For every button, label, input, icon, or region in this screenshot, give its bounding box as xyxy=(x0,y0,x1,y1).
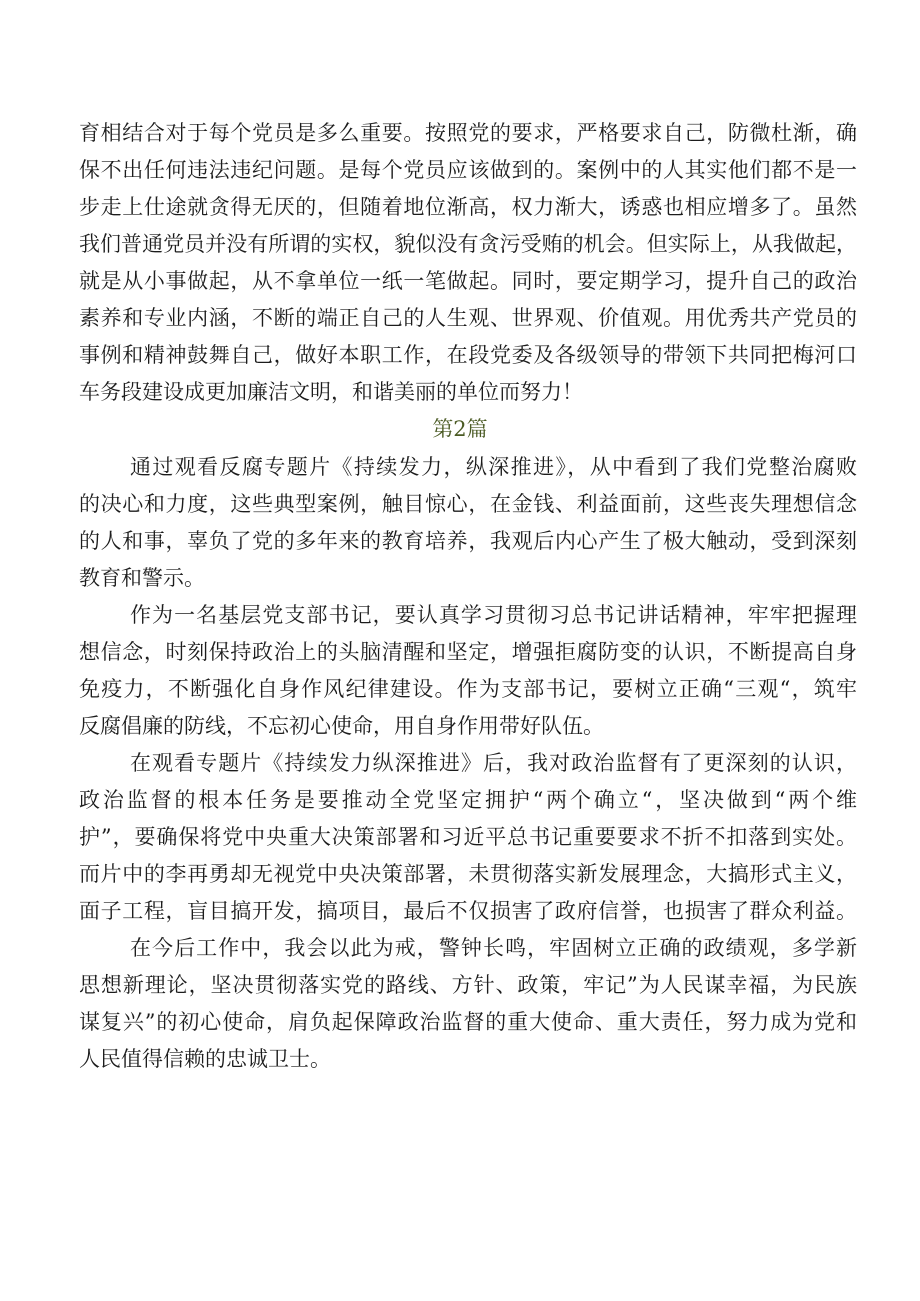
paragraph-line: 人民值得信赖的忠诚卫士。 xyxy=(79,1047,331,1071)
paragraph-line: 面子工程，盲目搞开发，搞项目，最后不仅损害了政府信誉，也损害了群众利益。 xyxy=(79,899,857,923)
paragraph-line: 作为一名基层党支部书记，要认真学习贯彻习总书记讲话精神，牢牢把握理 xyxy=(130,603,857,627)
paragraph-line: 而片中的李再勇却无视党中央决策部署，未贯彻落实新发展理念，大搞形式主义， xyxy=(79,862,857,886)
continuation-line: 事例和精神鼓舞自己，做好本职工作，在段党委及各级领导的带领下共同把梅河口 xyxy=(79,343,857,367)
paragraph-line: 思想新理论，坚决贯彻落实党的路线、方针、政策，牢记”为人民谋幸福，为民族 xyxy=(79,973,857,997)
continuation-line: 步走上仕途就贪得无厌的，但随着地位渐高，权力渐大，诱惑也相应增多了。虽然 xyxy=(79,195,857,219)
continuation-line: 就是从小事做起，从不拿单位一纸一笔做起。同时，要定期学习，提升自己的政治 xyxy=(79,269,857,293)
paragraph-line: 护”，要确保将党中央重大决策部署和习近平总书记重要要求不折不扣落到实处。 xyxy=(79,825,857,849)
paragraph-line: 的人和事，辜负了党的多年来的教育培养，我观后内心产生了极大触动，受到深刻 xyxy=(79,529,857,553)
continuation-line: 素养和专业内涵，不断的端正自己的人生观、世界观、价值观。用优秀共产党员的 xyxy=(79,306,857,330)
paragraph-line: 谋复兴”的初心使命，肩负起保障政治监督的重大使命、重大责任，努力成为党和 xyxy=(79,1010,857,1034)
continuation-line: 我们普通党员并没有所谓的实权，貌似没有贪污受贿的机会。但实际上，从我做起， xyxy=(79,232,857,256)
paragraph-line: 通过观看反腐专题片《持续发力，纵深推进》，从中看到了我们党整治腐败 xyxy=(130,455,857,479)
paragraph-line: 的决心和力度，这些典型案例，触目惊心，在金钱、利益面前，这些丧失理想信念 xyxy=(79,492,857,516)
continuation-line: 保不出任何违法违纪问题。是每个党员应该做到的。案例中的人其实他们都不是一 xyxy=(79,158,857,182)
continuation-line: 育相结合对于每个党员是多么重要。按照党的要求，严格要求自己，防微杜渐，确 xyxy=(79,121,857,145)
paragraph-line: 政治监督的根本任务是要推动全党坚定拥护“两个确立“，坚决做到“两个维 xyxy=(79,788,857,812)
paragraph-line: 免疫力，不断强化自身作风纪律建设。作为支部书记，要树立正确“三观“，筑牢 xyxy=(79,677,857,701)
paragraph-line: 反腐倡廉的防线，不忘初心使命，用自身作用带好队伍。 xyxy=(79,714,604,738)
section-heading: 第2篇 xyxy=(432,417,488,441)
paragraph-line: 在观看专题片《持续发力纵深推进》后，我对政治监督有了更深刻的认识， xyxy=(130,751,857,775)
paragraph-line: 在今后工作中，我会以此为戒，警钟长鸣，牢固树立正确的政绩观，多学新 xyxy=(130,936,857,960)
paragraph-line: 教育和警示。 xyxy=(79,566,205,590)
paragraph-line: 想信念，时刻保持政治上的头脑清醒和坚定，增强拒腐防变的认识，不断提高自身 xyxy=(79,640,857,664)
continuation-line: 车务段建设成更加廉洁文明，和谐美丽的单位而努力！ xyxy=(79,380,583,404)
